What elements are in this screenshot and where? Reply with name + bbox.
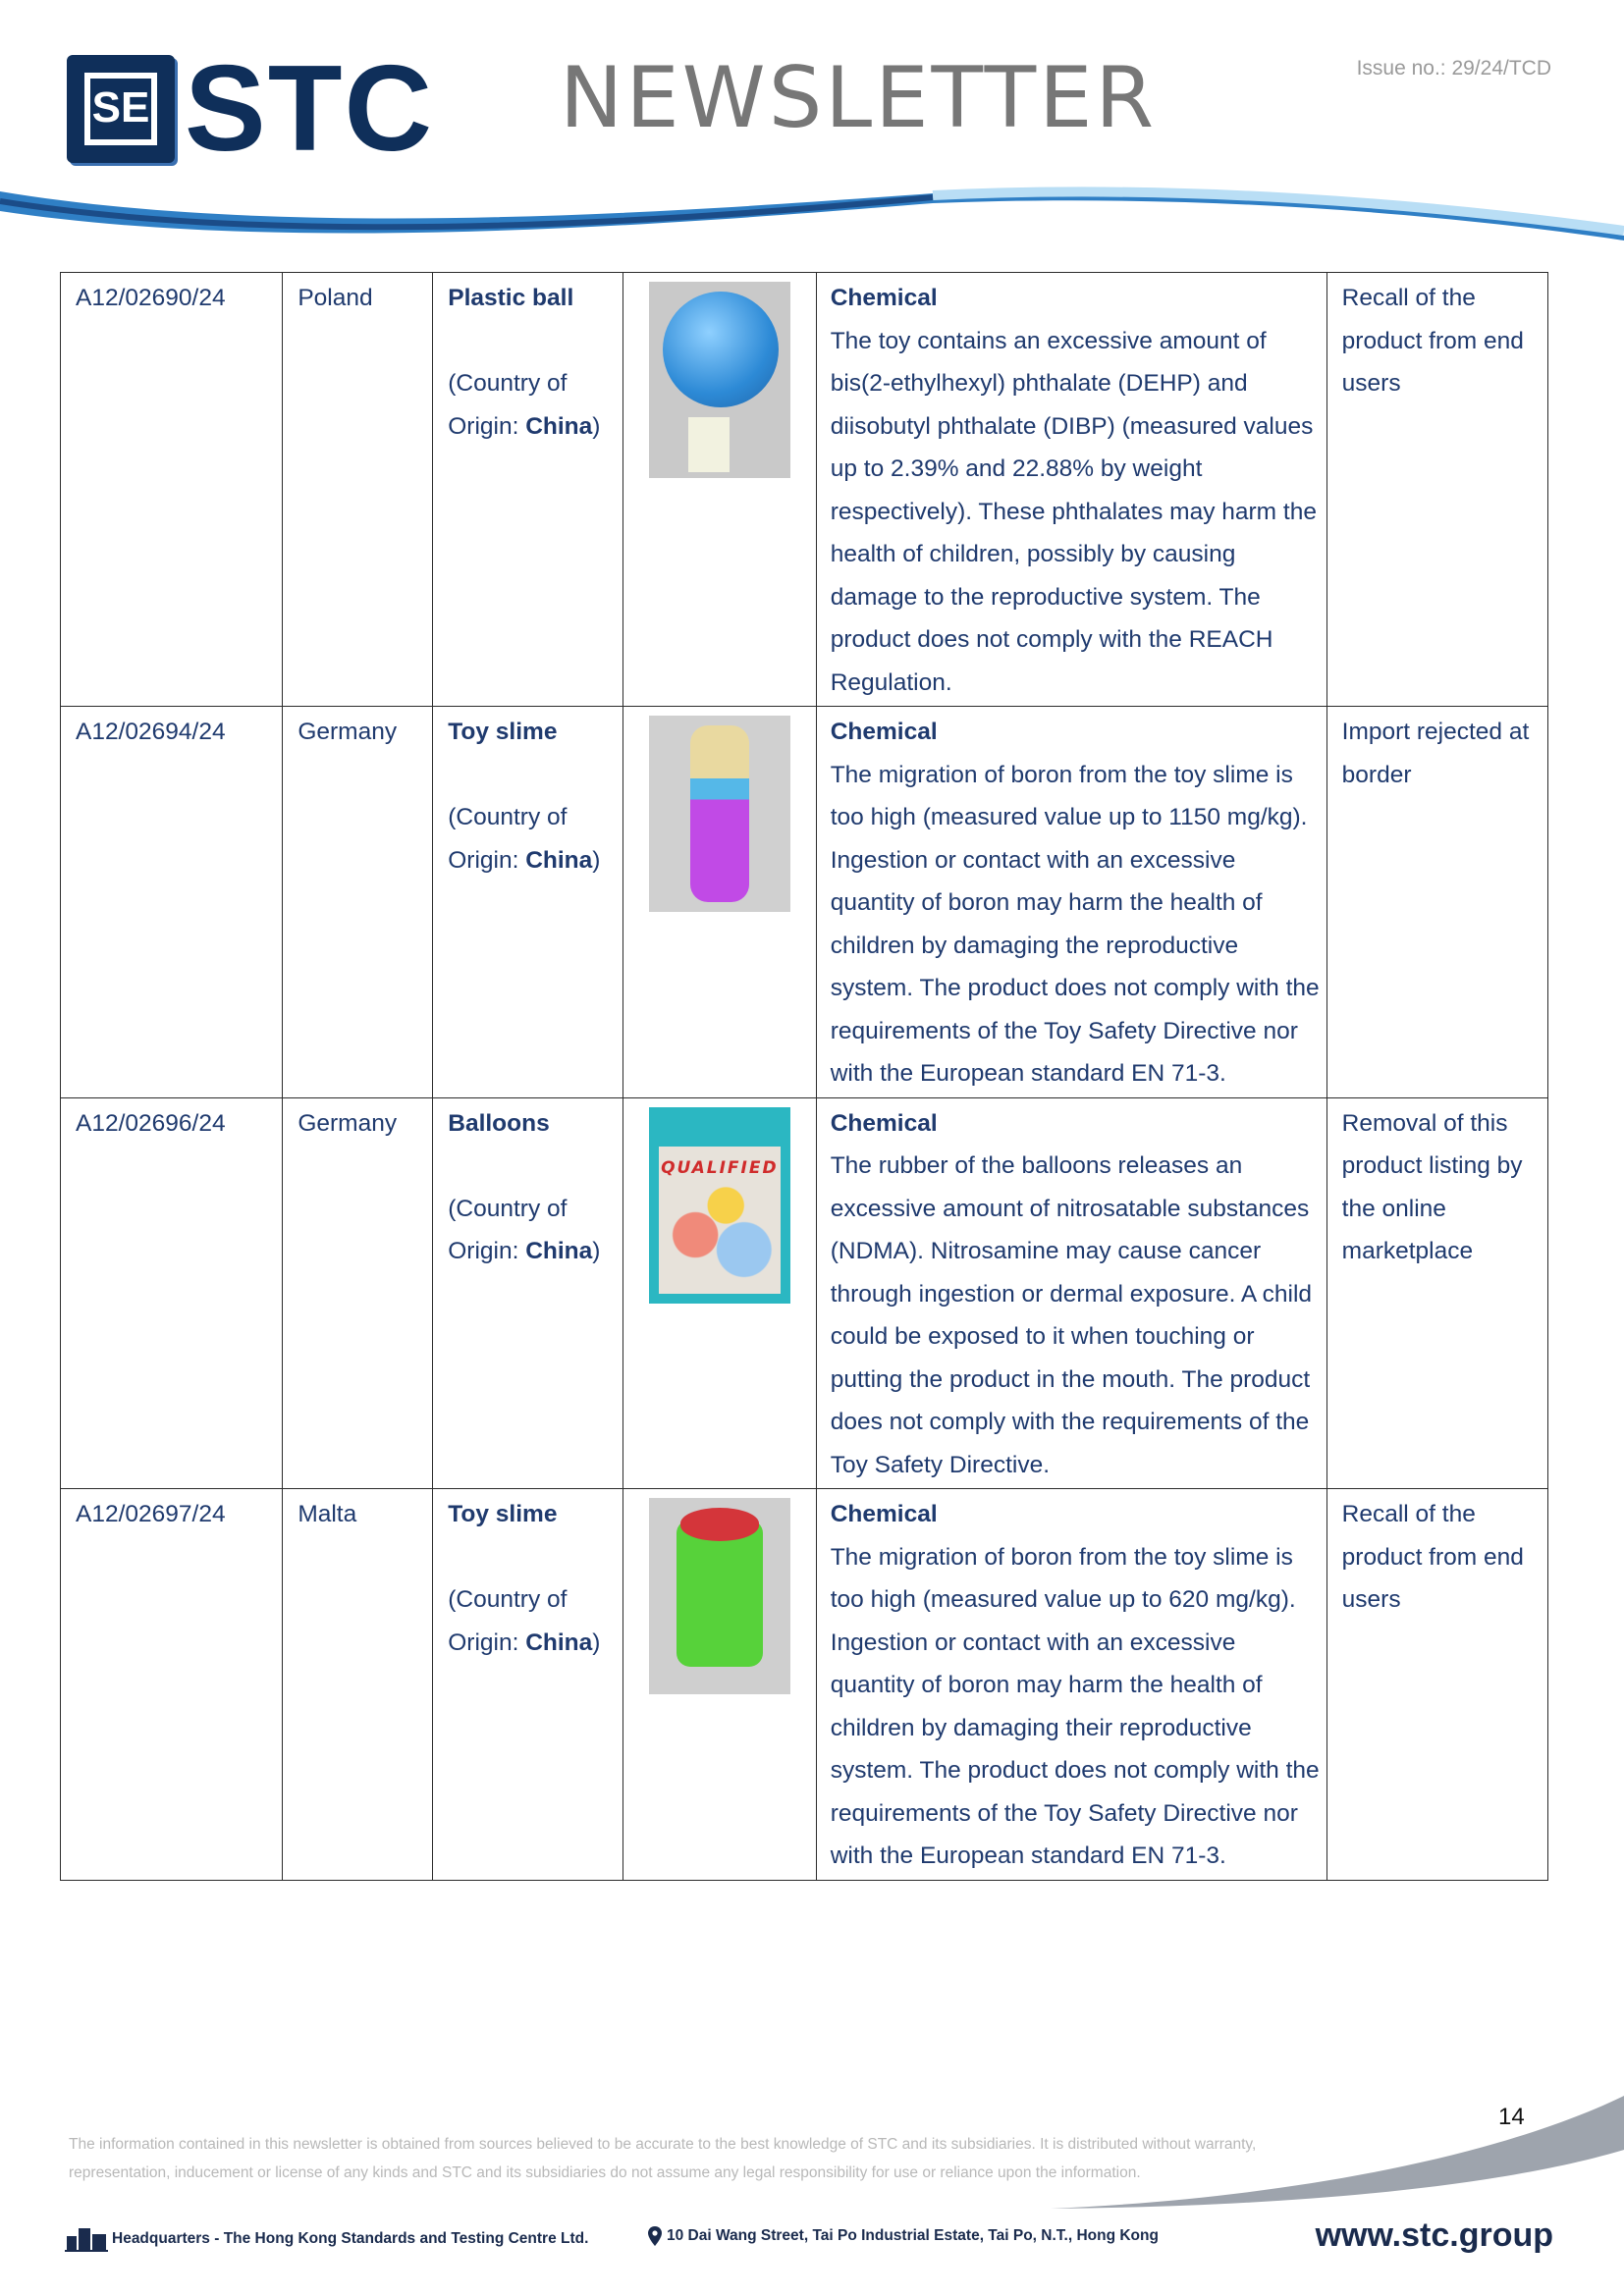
ref-number: A12/02690/24 — [61, 273, 283, 707]
issue-number: Issue no.: 29/24/TCD — [1356, 57, 1551, 80]
product-name: Toy slime — [448, 1501, 558, 1527]
hazard-description: The toy contains an excessive amount of bis(2-ethylhexyl) phthalate (DEHP) and diisobutyl phthalate (DIBP) (measured values up to 2.39% and 22.88% by weight respectively). These phthalates may harm the health of children, possibly by causing damage to the reproductive system. The product does not comply with the REACH Regulation. — [830, 327, 1317, 696]
table-row — [61, 1097, 1548, 1489]
hazard-description: The migration of boron from the toy slime is too high (measured value up to 620 mg/kg). Ingestion or contact with an excessive quantity of boron may harm the health of children by damaging their reproductive system. The product does not comply with the requirements of the Toy Safety Directive nor with the European standard EN 71-3. — [830, 1543, 1320, 1869]
ref-number: A12/02694/24 — [61, 707, 283, 1098]
product-name: Balloons — [448, 1109, 550, 1137]
measure-taken: Import rejected at border — [1326, 707, 1547, 1098]
product-image-cell — [623, 1489, 816, 1881]
product-image — [649, 282, 790, 478]
table-row — [61, 273, 1548, 707]
country-of-origin: (Country of Origin: China) — [448, 370, 601, 440]
measure-taken: Recall of the product from end users — [1326, 273, 1547, 707]
stc-logo — [67, 55, 175, 163]
ref-number: A12/02697/24 — [61, 1489, 283, 1881]
product-cell — [433, 707, 623, 1098]
country-of-origin: (Country of Origin: China) — [448, 1195, 601, 1264]
product-image — [649, 1498, 790, 1694]
hazard-category: Chemical — [830, 1109, 938, 1137]
hazard-cell — [816, 1489, 1326, 1881]
table-row — [61, 1489, 1548, 1881]
country: Germany — [283, 707, 433, 1098]
product-name: Toy slime — [448, 719, 558, 745]
address-text: 10 Dai Wang Street, Tai Po Industrial Estate, Tai Po, N.T., Hong Kong — [667, 2227, 1159, 2245]
header-swoosh — [0, 182, 1624, 260]
measure-taken: Removal of this product listing by the online marketplace — [1326, 1097, 1547, 1489]
hazard-category: Chemical — [830, 285, 938, 311]
disclaimer: The information contained in this newsletter is obtained from sources believed to be accurate to the best knowledge of STC and its subsidiaries. It is distributed without warranty, representation, inducement or license of any kinds and STC and its subsidiaries do not assume any legal responsibility for use or reliance upon the information. — [69, 2136, 1257, 2181]
country: Malta — [283, 1489, 433, 1881]
website-link[interactable]: www.stc.group — [1315, 2216, 1553, 2254]
newsletter-title: NEWSLETTER — [560, 49, 1158, 147]
product-image-cell — [623, 1097, 816, 1489]
ref-number: A12/02696/24 — [61, 1097, 283, 1489]
product-name: Plastic ball — [448, 285, 574, 311]
hazard-category: Chemical — [830, 719, 938, 745]
country: Germany — [283, 1097, 433, 1489]
hazard-description: The rubber of the balloons releases an excessive amount of nitrosatable substances (NDMA). Nitrosamine may cause cancer through ingestion or dermal exposure. A child could be exposed to it when touching or putting the product in the mouth. The product does not comply with the requirements of the Toy Safety Directive. — [830, 1152, 1313, 1478]
brand-name: STC — [185, 41, 434, 177]
country-of-origin: (Country of Origin: China) — [448, 804, 601, 874]
table-row — [61, 707, 1548, 1098]
product-image — [649, 1107, 790, 1304]
measure-taken: Recall of the product from end users — [1326, 1489, 1547, 1881]
hazard-category: Chemical — [830, 1501, 938, 1527]
address-line — [648, 2226, 1159, 2246]
product-image — [649, 716, 790, 912]
page-number: 14 — [1498, 2104, 1525, 2130]
product-image-cell — [623, 273, 816, 707]
hazard-cell — [816, 273, 1326, 707]
product-cell — [433, 1489, 623, 1881]
hazard-cell — [816, 1097, 1326, 1489]
headquarters-text: Headquarters - The Hong Kong Standards and Testing Centre Ltd. — [112, 2230, 589, 2248]
product-cell — [433, 273, 623, 707]
country: Poland — [283, 273, 433, 707]
recall-table — [60, 272, 1548, 1881]
headquarters-line — [65, 2226, 588, 2252]
hazard-cell — [816, 707, 1326, 1098]
package-label: QUALIFIED — [661, 1157, 779, 1178]
hazard-description: The migration of boron from the toy slime is too high (measured value up to 1150 mg/kg). Ingestion or contact with an excessive quantity of boron may harm the health of children by damaging the reproductive system. The product does not comply with the requirements of the Toy Safety Directive nor with the European standard EN 71-3. — [830, 761, 1320, 1087]
product-cell — [433, 1097, 623, 1489]
product-image-cell — [623, 707, 816, 1098]
location-pin-icon — [648, 2226, 662, 2246]
logo-mark: SE — [84, 73, 157, 145]
building-icon — [65, 2226, 108, 2252]
country-of-origin: (Country of Origin: China) — [448, 1586, 601, 1656]
